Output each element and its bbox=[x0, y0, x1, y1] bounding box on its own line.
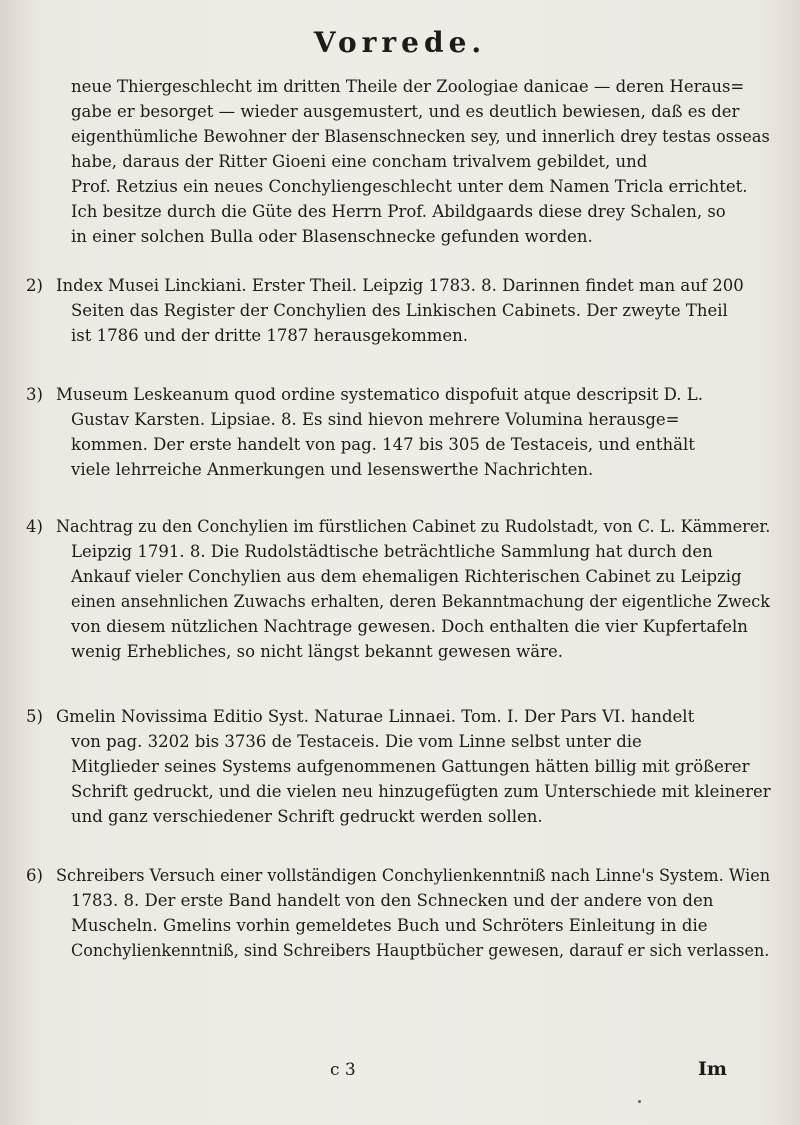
entry-number: 5) bbox=[26, 707, 43, 726]
text-line: Museum Leskeanum quod ordine systematico dispofuit atque descripsit D. L. bbox=[56, 385, 703, 404]
text-line: Schreibers Versuch einer vollständigen Conchylienkenntniß nach Linne's System. Wien bbox=[56, 866, 771, 885]
catchword: Im bbox=[698, 1058, 727, 1080]
text-line: gabe er besorget — wieder ausgemustert, und es deutlich bewiesen, daß es der bbox=[71, 102, 740, 121]
text-line: habe, daraus der Ritter Gioeni eine concham trivalvem gebildet, und bbox=[71, 152, 648, 171]
text-line: wenig Erhebliches, so nicht längst bekannt gewesen wäre. bbox=[71, 642, 564, 661]
text-line: 1783. 8. Der erste Band handelt von den Schnecken und der andere von den bbox=[71, 891, 714, 910]
page-title: Vorrede. bbox=[313, 26, 487, 59]
text-line: Schrift gedruckt, und die vielen neu hinzugefügten zum Unterschiede mit kleinerer bbox=[71, 782, 771, 801]
signature-mark: c 3 bbox=[330, 1060, 356, 1080]
text-line: ist 1786 und der dritte 1787 herausgekommen. bbox=[71, 326, 469, 345]
text-line: Ankauf vieler Conchylien aus dem ehemaligen Richterischen Cabinet zu Leipzig bbox=[71, 567, 742, 586]
text-line: von diesem nützlichen Nachtrage gewesen. Doch enthalten die vier Kupfertafeln bbox=[71, 617, 748, 636]
entry-number: 2) bbox=[26, 276, 43, 295]
entry-number: 4) bbox=[26, 517, 43, 536]
text-line: eigenthümliche Bewohner der Blasenschnecken sey, und innerlich drey testas osseas bbox=[71, 127, 770, 146]
text-line: Seiten das Register der Conchylien des Linkischen Cabinets. Der zweyte Theil bbox=[71, 301, 728, 320]
text-line: Ich besitze durch die Güte des Herrn Prof. Abildgaards diese drey Schalen, so bbox=[71, 202, 726, 221]
text-line: Gmelin Novissima Editio Syst. Naturae Linnaei. Tom. I. Der Pars VI. handelt bbox=[56, 707, 695, 726]
entry-number: 6) bbox=[26, 866, 43, 885]
text-line: Index Musei Linckiani. Erster Theil. Leipzig 1783. 8. Darinnen findet man auf 200 bbox=[56, 276, 744, 295]
entry-number: 3) bbox=[26, 385, 43, 404]
text-line: von pag. 3202 bis 3736 de Testaceis. Die vom Linne selbst unter die bbox=[71, 732, 642, 751]
text-line: in einer solchen Bulla oder Blasenschnecke gefunden worden. bbox=[71, 227, 593, 246]
text-line: Leipzig 1791. 8. Die Rudolstädtische beträchtliche Sammlung hat durch den bbox=[71, 542, 713, 561]
text-line: Conchylienkenntniß, sind Schreibers Hauptbücher gewesen, darauf er sich verlassen. bbox=[71, 941, 770, 960]
text-line: Muscheln. Gmelins vorhin gemeldetes Buch und Schröters Einleitung in die bbox=[71, 916, 708, 935]
text-line: kommen. Der erste handelt von pag. 147 bis 305 de Testaceis, und enthält bbox=[71, 435, 695, 454]
text-line: neue Thiergeschlecht im dritten Theile der Zoologiae danicae — deren Heraus= bbox=[71, 77, 745, 96]
text-line: Prof. Retzius ein neues Conchyliengeschlecht unter dem Namen Tricla errichtet. bbox=[71, 177, 748, 196]
text-line: Nachtrag zu den Conchylien im fürstlichen Cabinet zu Rudolstadt, von C. L. Kämmerer. bbox=[56, 517, 771, 536]
text-line: viele lehrreiche Anmerkungen und lesenswerthe Nachrichten. bbox=[71, 460, 594, 479]
text-line: Gustav Karsten. Lipsiae. 8. Es sind hievon mehrere Volumina herausge= bbox=[71, 410, 680, 429]
text-line: und ganz verschiedener Schrift gedruckt werden sollen. bbox=[71, 807, 543, 826]
text-line: einen ansehnlichen Zuwachs erhalten, deren Bekanntmachung der eigentliche Zweck bbox=[71, 592, 770, 611]
text-line: Mitglieder seines Systems aufgenommenen Gattungen hätten billig mit größerer bbox=[71, 757, 750, 776]
paper-speck bbox=[638, 1100, 641, 1103]
